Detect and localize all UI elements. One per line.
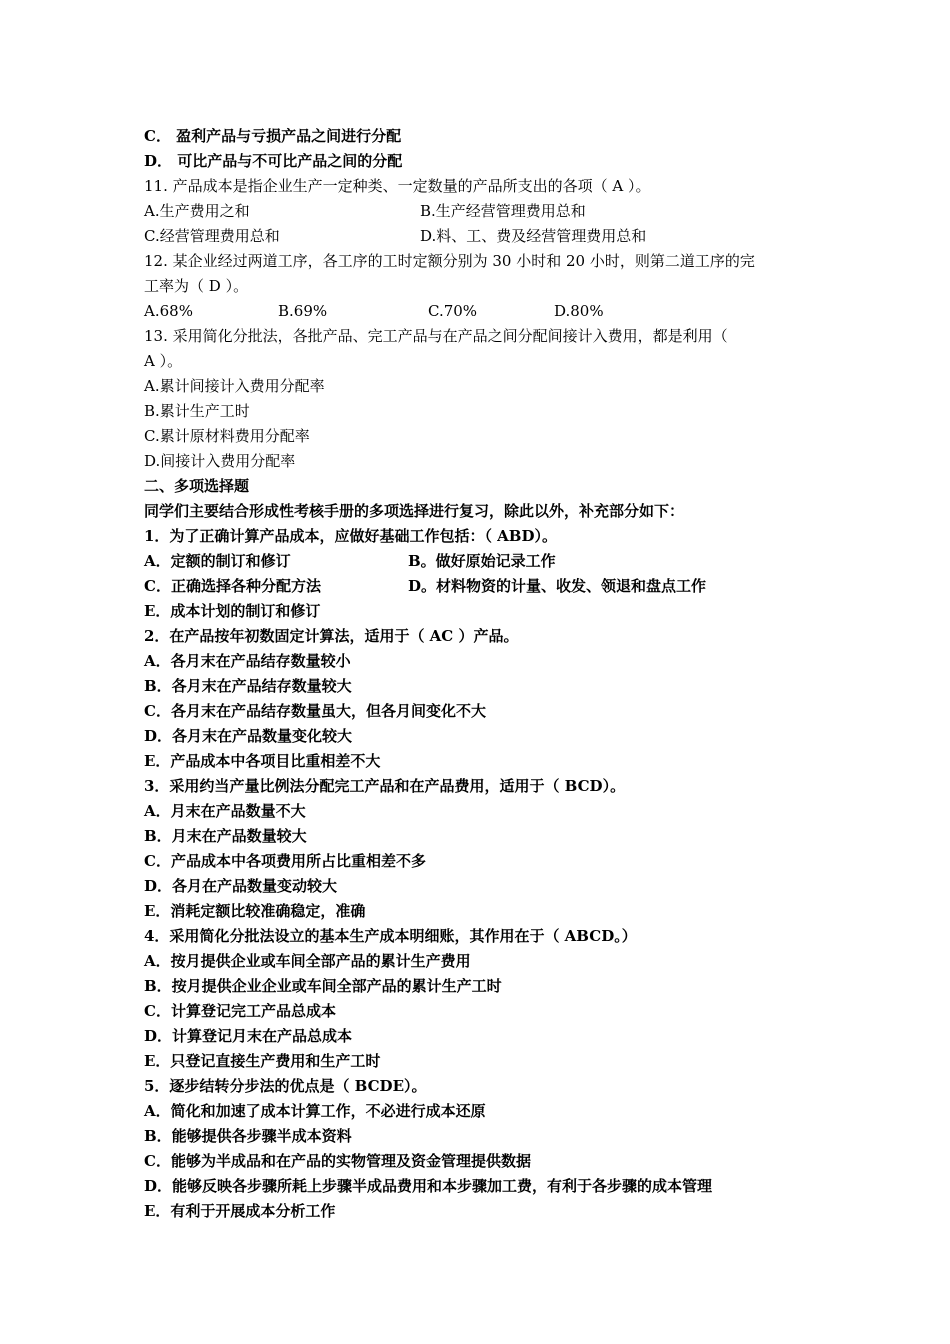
q11-option-d: D.料、工、费及经营管理费用总和 xyxy=(420,227,647,245)
q11-option-c: C.经营管理费用总和 xyxy=(144,227,280,245)
mq3-option-d: D．各月在产品数量变动较大 xyxy=(144,877,338,895)
mq2-option-b: B．各月末在产品结存数量较大 xyxy=(144,677,352,695)
question-12-stem-line1: 12. 某企业经过两道工序，各工序的工时定额分别为 30 小时和 20 小时，则第二道工序的完 xyxy=(144,252,755,270)
question-13-stem-line1: 13. 采用简化分批法，各批产品、完工产品与在产品之间分配间接计入费用，都是利用（ xyxy=(144,327,728,345)
mq5-option-b: B．能够提供各步骤半成本资料 xyxy=(144,1127,352,1145)
mq3-option-e: E．消耗定额比较准确稳定，准确 xyxy=(144,902,366,920)
document-page xyxy=(144,124,824,1224)
q11-option-a: A.生产费用之和 xyxy=(144,202,250,220)
q13-option-b: B.累计生产工时 xyxy=(144,402,250,420)
mq5-option-a: A．简化和加速了成本计算工作，不必进行成本还原 xyxy=(144,1102,486,1120)
q12-option-a: A.68% xyxy=(144,302,193,320)
q12-option-d: D.80% xyxy=(554,302,604,320)
mq3-option-b: B．月末在产品数量较大 xyxy=(144,827,307,845)
mq5-stem: 5．逐步结转分步法的优点是（ BCDE）。 xyxy=(144,1077,427,1095)
question-11-options-cd xyxy=(144,224,824,249)
section-intro: 同学们主要结合形成性考核手册的多项选择进行复习，除此以外，补充部分如下： xyxy=(144,502,685,520)
mq2-option-e: E．产品成本中各项目比重相差不大 xyxy=(144,752,381,770)
q13-option-c: C.累计原材料费用分配率 xyxy=(144,427,310,445)
mq4-option-a: A．按月提供企业或车间全部产品的累计生产费用 xyxy=(144,952,471,970)
mq4-option-d: D．计算登记月末在产品总成本 xyxy=(144,1027,353,1045)
q11-option-b: B.生产经营管理费用总和 xyxy=(420,202,586,220)
mq5-option-e: E．有利于开展成本分析工作 xyxy=(144,1202,336,1220)
mq3-stem: 3．采用约当产量比例法分配完工产品和在产品费用，适用于（ BCD）。 xyxy=(144,777,626,795)
question-13-stem-line2: A ）。 xyxy=(144,352,183,370)
mq2-option-c: C．各月末在产品结存数量虽大，但各月间变化不大 xyxy=(144,702,486,720)
q12-option-b: B.69% xyxy=(278,302,328,320)
mq1-stem: 1．为了正确计算产品成本，应做好基础工作包括：（ ABD）。 xyxy=(144,527,557,545)
option-c-previous: C． 盈利产品与亏损产品之间进行分配 xyxy=(144,127,402,145)
mq1-options-ab xyxy=(144,549,824,574)
question-12-stem-line2: 工率为（ D ）。 xyxy=(144,277,249,295)
mq1-option-c: C．正确选择各种分配方法 xyxy=(144,577,321,595)
question-11-options-ab xyxy=(144,199,824,224)
mq4-option-c: C．计算登记完工产品总成本 xyxy=(144,1002,336,1020)
mq1-options-cd xyxy=(144,574,824,599)
mq4-stem: 4．采用简化分批法设立的基本生产成本明细账，其作用在于（ ABCD。） xyxy=(144,927,637,945)
mq2-option-a: A．各月末在产品结存数量较小 xyxy=(144,652,351,670)
option-d-previous: D． 可比产品与不可比产品之间的分配 xyxy=(144,152,403,170)
mq3-option-c: C．产品成本中各项费用所占比重相差不多 xyxy=(144,852,426,870)
mq4-option-e: E．只登记直接生产费用和生产工时 xyxy=(144,1052,381,1070)
mq3-option-a: A．月末在产品数量不大 xyxy=(144,802,306,820)
mq5-option-d: D．能够反映各步骤所耗上步骤半成品费用和本步骤加工费，有利于各步骤的成本管理 xyxy=(144,1177,713,1195)
question-11-stem: 11. 产品成本是指企业生产一定种类、一定数量的产品所支出的各项（ A ）。 xyxy=(144,177,651,195)
mq5-option-c: C．能够为半成品和在产品的实物管理及资金管理提供数据 xyxy=(144,1152,531,1170)
question-12-options xyxy=(144,299,824,324)
mq1-option-b: B。做好原始记录工作 xyxy=(408,552,556,570)
mq1-option-a: A．定额的制订和修订 xyxy=(144,552,291,570)
mq1-option-e: E．成本计划的制订和修订 xyxy=(144,602,321,620)
mq4-option-b: B．按月提供企业企业或车间全部产品的累计生产工时 xyxy=(144,977,502,995)
section-heading-multiple-choice: 二、多项选择题 xyxy=(144,477,250,495)
mq1-option-d: D。材料物资的计量、收发、领退和盘点工作 xyxy=(408,577,707,595)
q13-option-a: A.累计间接计入费用分配率 xyxy=(144,377,325,395)
q12-option-c: C.70% xyxy=(428,302,478,320)
mq2-option-d: D．各月末在产品数量变化较大 xyxy=(144,727,353,745)
q13-option-d: D.间接计入费用分配率 xyxy=(144,452,296,470)
mq2-stem: 2．在产品按年初数固定计算法，适用于（ AC ）产品。 xyxy=(144,627,519,645)
